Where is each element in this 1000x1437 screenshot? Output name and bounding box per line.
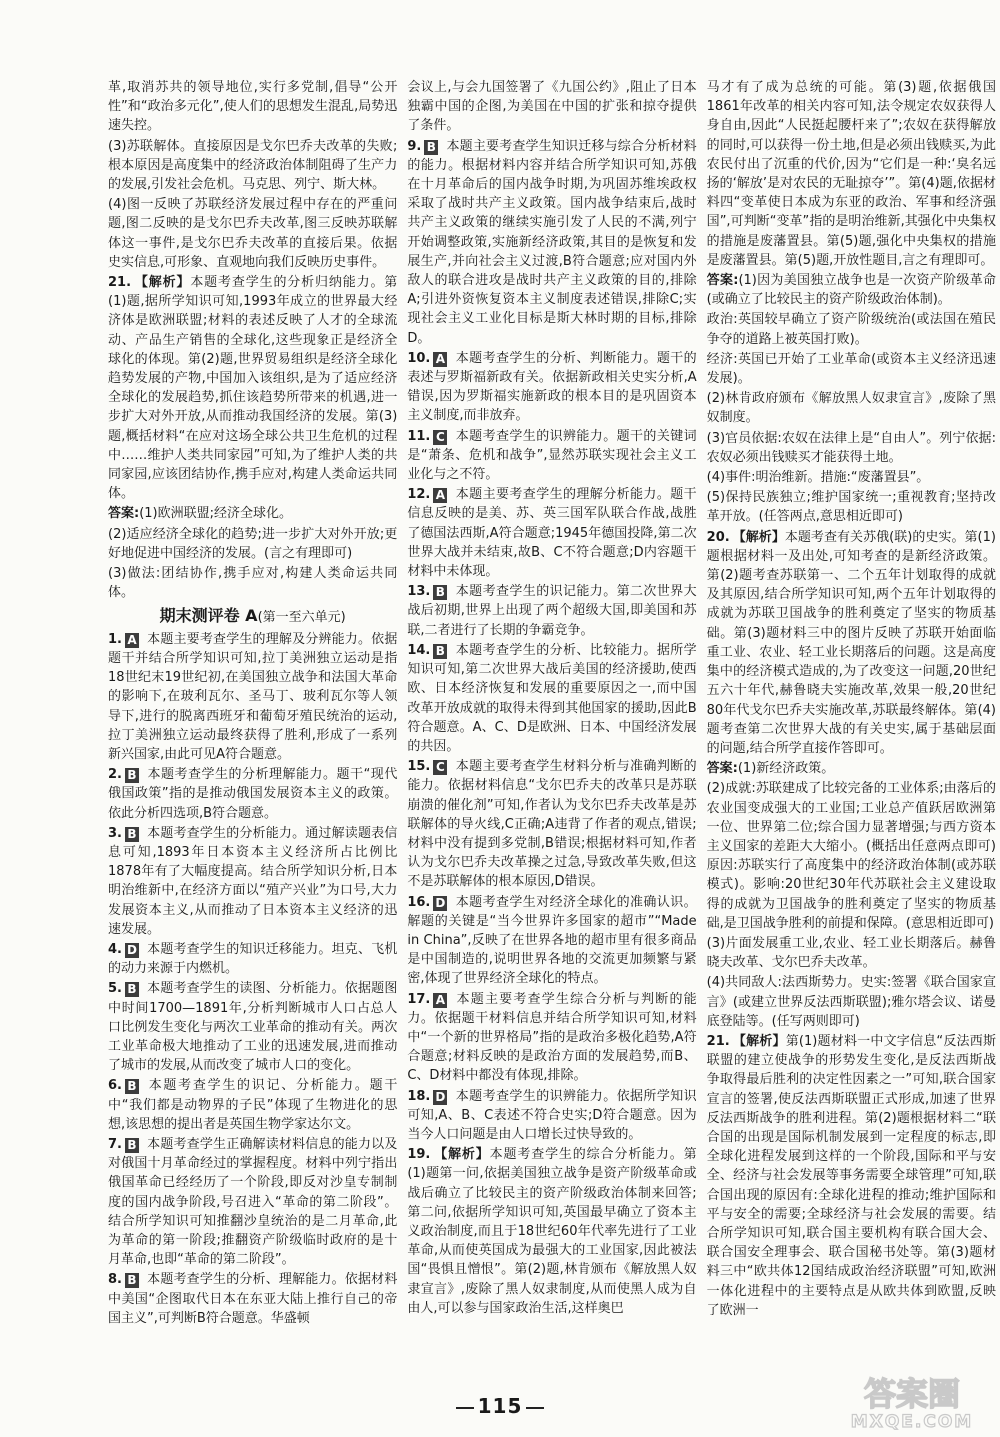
question-number: 14. (407, 642, 431, 658)
question-number: 16. (407, 894, 431, 910)
exam-scope: (第一至六单元) (257, 610, 346, 626)
question-19 (407, 1145, 696, 1318)
question-4 (108, 940, 397, 978)
exam-heading (108, 606, 397, 627)
analysis-text: 本题主要考查学生知识迁移与综合分析材料的能力。根据材料内容并结合所学知识可知,苏俄在十月革命后的国内战争时期,为巩固苏维埃政权采取了战时共产主义政策。国内战争结束后,战时共产主义政策的继续实施引发了人民的不满,列宁开始调整政策,实施新经济政策,其目的是恢复和发展生产,并向社会主义过渡,B符合题意;应对国内外敌人的联合进攻是战时共产主义政策的目的,排除A;引进外资恢复资本主义制度表述错误,排除C;实现社会主义工业化目标是斯大林时期的目标,排除D。 (407, 138, 697, 346)
answer-badge: A (433, 488, 447, 503)
question-12 (407, 485, 696, 581)
analysis-text: 本题考查学生对经济全球化的准确认识。解题的关键是“当今世界许多国家的超市”“Made in China”,反映了在世界各地的超市里有很多商品是中国制造的,说明世界各地的交流更加频繁与紧密,体现了世界经济全球化的特点。 (407, 894, 697, 987)
watermark-graphic (828, 1367, 996, 1433)
answer-badge: D (433, 1090, 447, 1105)
answer-badge: C (433, 430, 447, 445)
answer-line: (2)林肯政府颁布《解放黑人奴隶宣言》,废除了黑奴制度。 (706, 391, 996, 426)
answer-badge: B (125, 1273, 139, 1288)
answer-line: (3)做法:团结协作,携手应对,构建人类命运共同体。 (108, 566, 398, 601)
analysis-text: 本题考查学生的分析能力。通过解读题表信息可知,1893年日本资本主义经济所占比例比1878年有了大幅度提高。结合所学知识分析,日本明治维新中,在经济方面以“殖产兴业”为口号,大力发展资本主义,从而推动了日本资本主义经济的迅速发展。 (108, 825, 398, 937)
answer-tag: 答案: (706, 761, 738, 777)
question-number: 8. (108, 1272, 122, 1288)
answer-badge: C (433, 760, 447, 775)
question-number: 1. (108, 631, 122, 647)
analysis-text: 本题考查学生的读图、分析能力。依据题图中时间1700—1891年,分析判断城市人口占总人口比例发生变化与两次工业革命的推动有关。两次工业革命极大地推动了工业的迅速发展,进而推动了城市的发展,从而改变了城市人口的变化。 (108, 981, 398, 1074)
answer-page (108, 78, 996, 1378)
answer-badge: A (433, 352, 447, 367)
question-9 (407, 137, 696, 348)
answer-line (707, 271, 996, 309)
answer-line: (4)事件:明治维新。措施:“废藩置县”。 (706, 470, 930, 486)
answer-badge: A (125, 633, 139, 648)
analysis-text: 本题考查学生正确解读材料信息的能力以及对俄国十月革命经过的掌握程度。材料中列宁指出俄国革命已经经历了一个阶段,即反对沙皇专制制度的国内战争阶段,号召进入“革命的第二阶段”。结合所学知识可知推翻沙皇统治的是二月革命,此为革命的第一阶段;推翻资产阶级临时政府的是十月革命,也即“革命的第二阶段”。 (108, 1136, 398, 1268)
question-18 (407, 1087, 696, 1145)
watermark-logo (828, 1367, 996, 1433)
analysis-text: 本题主要考查学生的理解及分辨能力。依据题干并结合所学知识可知,拉丁美洲独立运动是指18世纪末19世纪初,在美国独立战争和法国大革命的影响下,在玻利瓦尔、圣马丁、玻利瓦尔等人领导下,进行的脱离西班牙和葡萄牙殖民统治的运动,拉丁美洲独立运动最终获得了胜利,形成了一系列新兴国家,由此可见A符合题意。 (108, 631, 398, 762)
analysis-tag: 【解析】 (732, 529, 785, 545)
question-number: 19. (407, 1147, 431, 1163)
column-right (707, 78, 996, 1378)
analysis-text: 本题考查学生的知识迁移能力。坦克、飞机的动力来源于内燃机。 (108, 941, 398, 977)
answer-badge: B (125, 827, 139, 842)
answer-badge: A (433, 993, 447, 1008)
analysis-text: 本题考查学生的分析理解能力。题干“现代俄国政策”指的是推动俄国发展资本主义的政策。依此分析四选项,B符合题意。 (108, 767, 398, 821)
column-middle (407, 78, 696, 1378)
question-20 (707, 528, 996, 758)
question-1 (108, 630, 397, 764)
answer-text: (1)因为美国独立战争也是一次资产阶级革命(或确立了比较民主的资产阶级政治体制)。 (706, 273, 996, 308)
question-10 (407, 349, 696, 426)
question-21 (707, 1032, 996, 1320)
question-3 (108, 824, 397, 939)
question-8 (108, 1270, 397, 1328)
question-number: 15. (407, 759, 431, 775)
analysis-text: 本题主要考查学生综合分析与判断的能力。依据题干材料信息并结合所学知识可知,材料中“一个新的世界格局”指的是政治多极化趋势,A符合题意;材料反映的是政治方面的发展趋势,而B、C、D材料中都没有体现,排除。 (407, 991, 697, 1084)
answer-badge: D (433, 896, 447, 911)
answer-line: (2)成就:苏联建成了比较完备的工业体系;由落后的农业国变成强大的工业国;工业总产值跃居欧洲第一位、世界第二位;综合国力显著增强;与西方资本主义国家的差距大大缩小。(概括出任意两点即可)原因:苏联实行了高度集中的经济政治体制(或苏联模式)。影响:20世纪30年代苏联社会主义建设取得的成就为卫国战争的胜利奠定了坚实的物质基础,是卫国战争胜利的前提和保障。(意思相近即可) (706, 781, 996, 931)
question-number: 12. (407, 487, 431, 503)
analysis-text: 本题主要考查学生材料分析与准确判断的能力。依据材料信息“戈尔巴乔夫的改革只是苏联崩溃的催化剂”可知,作者认为戈尔巴乔夫改革是苏联解体的导火线,C正确;A违背了作者的观点,错误;材料中没有提到多党制,B错误;根据材料可知,作者认为戈尔巴乔夫改革操之过急,导致改革失败,但这不是苏联解体的根本原因,D错误。 (407, 759, 697, 890)
analysis-text: 本题考查学生的分析、理解能力。依据材料中美国“企图取代日本在东亚大陆上推行自己的帝国主义”,可判断B符合题意。华盛顿 (108, 1272, 398, 1326)
analysis-text: 本题主要考查学生的理解分析能力。题干信息反映的是美、苏、英三国军队联合作战,战胜了德国法西斯,A符合题意;1945年德国投降,第二次世界大战并未结束,故B、C不符合题意;D内容题干材料中未体现。 (407, 487, 697, 580)
answer-line: 政治:英国较早确立了资产阶级统治(或法国在殖民争夺的道路上被英国打败)。 (706, 312, 996, 347)
question-15 (407, 757, 696, 891)
question-21 (108, 273, 397, 503)
answer-badge: B (125, 768, 139, 783)
column-left (108, 78, 397, 1378)
question-16 (407, 893, 696, 989)
analysis-text: 本题考查学生的分析、比较能力。据所学知识可知,第二次世界大战后美国的经济援助,使西欧、日本经济恢复和发展的重要原因之一,而中国改革开放成就的取得未得到其他国家的援助,因此B符合题意。A、C、D是欧洲、日本、中国经济发展的共因。 (407, 642, 697, 754)
exam-title: 期末测评卷 A (159, 606, 258, 626)
question-11 (407, 427, 696, 485)
analysis-tag: 【解析】 (134, 275, 191, 291)
analysis-text: 第(1)题材料一中文字信息“反法西斯联盟的建立使战争的形势发生变化,是反法西斯战争取得最后胜利的决定性因素之一”可知,联合国家宣言的签署,使反法西斯联盟正式形成,加速了世界反法西斯战争的胜利进程。第(2)题根据材料二“联合国的出现是国际机制发展到一定程度的标志,即全球化进程发展到这样的一个阶段,国际和平与安全、经济与社会发展等事务需要全球管理”可知,联合国出现的原因有:全球化进程的推动;维护国际和平与安全的需要;全球经济与社会发展的需要。结合所学知识可知,联合国主要机构有联合国大会、联合国安全理事会、联合国秘书处等。第(3)题材料三中“欧共体12国结成政治经济联盟”可知,欧洲一体化进程中的主要特点是从欧共体到欧盟,反映了欧洲一 (706, 1033, 996, 1318)
question-number: 21. (706, 1033, 730, 1049)
answer-line: (3)片面发展重工业,农业、轻工业长期落后。赫鲁晓夫改革、戈尔巴乔夫改革。 (706, 935, 996, 971)
analysis-text: 本题考查学生的识记、分析能力。题干中“我们都是动物界的子民”体现了生物进化的思想,该思想的提出者是英国生物学家达尔文。 (108, 1078, 398, 1132)
answer-badge: B (125, 1079, 139, 1094)
question-14 (407, 641, 696, 756)
question-13 (407, 582, 696, 640)
analysis-text: 本题考查学生的识辨能力。依据所学知识可知,A、B、C表述不符合史实;D符合题意。因为当今人口问题是由人口增长过快导致的。 (407, 1088, 697, 1142)
answer-badge: B (125, 1138, 139, 1153)
question-number: 6. (108, 1078, 122, 1094)
answer-badge: B (433, 585, 447, 600)
question-number: 2. (108, 767, 122, 783)
question-2 (108, 765, 397, 823)
question-number: 13. (407, 584, 431, 600)
page-number: 115 (0, 1394, 1000, 1418)
paragraph: 会议上,与会九国签署了《九国公约》,阻止了日本独霸中国的企图,为美国在中国的扩张和掠夺提供了条件。 (407, 80, 697, 134)
answer-line (707, 759, 996, 778)
question-number: 3. (108, 825, 122, 841)
answer-badge: B (433, 644, 447, 659)
answer-tag: 答案: (706, 273, 739, 289)
analysis-text: 本题考查学生的识记能力。第二次世界大战后初期,世界上出现了两个超级大国,即美国和苏联,二者进行了长期的争霸竞争。 (407, 584, 697, 638)
analysis-text: 本题考查学生的分析归纳能力。第(1)题,据所学知识可知,1993年成立的世界最大经济体是欧洲联盟;材料的表述反映了人才的全球流动、产品生产销售的全球化,这些现象正是经济全球化的体现。第(2)题,世界贸易组织是经济全球化趋势发展的产物,中国加入该组织,是为了适应经济全球化的发展趋势,抓住该趋势所带来的机遇,进一步扩大对外开放,从而推动我国经济的发展。第(3)题,概括材料“在应对这场全球公共卫生危机的过程中……维护人类共同家园”可知,为了维护人类的共同家园,应该团结协作,携手应对,构建人类命运共同体。 (108, 275, 398, 502)
question-number: 9. (407, 138, 422, 154)
answer-badge: B (125, 982, 139, 997)
answer-badge: D (125, 943, 139, 958)
question-7 (108, 1135, 397, 1269)
question-number: 17. (407, 991, 431, 1007)
paragraph: (3)苏联解体。直接原因是戈尔巴乔夫改革的失败;根本原因是高度集中的经济政治体制阻碍了生产力的发展,引发社会危机。马克思、列宁、斯大林。 (108, 138, 398, 193)
analysis-text: 本题考查有关苏俄(联)的史实。第(1)题根据材料一及出处,可知考查的是新经济政策。第(2)题考查苏联第一、二个五年计划取得的成就及其原因,结合所学知识可知,两个五年计划取得的成就为苏联卫国战争的胜利奠定了坚实的物质基础。第(3)题材料三中的图片反映了苏联开始面临重工业、农业、轻工业长期落后的问题。这是高度集中的经济模式造成的,为了改变这一问题,20世纪五六十年代,赫鲁晓夫实施改革,效果一般,20世纪80年代戈尔巴乔夫实施改革,苏联最终解体。第(4)题考查第二次世界大战的有关史实,属于基础层面的问题,结合所学直接作答即可。 (706, 529, 996, 756)
answer-line: (5)保持民族独立;维护国家统一;重视教育;坚持改革开放。(任答两点,意思相近即可) (706, 490, 996, 525)
paragraph: 马才有了成为总统的可能。第(3)题,依据俄国1861年改革的相关内容可知,法令规定农奴获得人身自由,因此“人民挺起腰杆来了”;农奴在获得解放的同时,可以获得一份土地,但是必须出钱赎买,为此农民付出了沉重的代价,因为“它们是一种:‘臭名远扬的‘解放’是对农民的无耻掠夺’”。第(4)题,依据材料四“变革使日本成为东亚的政治、军事和经济强国”,可判断“变革”指的是明治维新,其强化中央集权的措施是废藩置县。第(5)题,强化中央集权的措施是废藩置县。第(5)题,开放性题目,言之有理即可。 (706, 80, 996, 268)
question-number: 20. (706, 529, 730, 545)
analysis-text: 本题考查学生的综合分析能力。第(1)题第一问,依据美国独立战争是资产阶级革命或战后确立了比较民主的资产阶级政治体制来回答;第二问,依据所学知识可知,英国最早确立了资本主义政治制度,而且于18世纪60年代率先进行了工业革命,从而使英国成为最强大的工业国家,因此被法国“畏惧且憎恨”。第(2)题,林肯颁布《解放黑人奴隶宣言》,废除了黑人奴隶制度,从而使黑人成为自由人,可以参与国家政治生活,这样奥巴 (407, 1147, 697, 1316)
analysis-text: 本题考查学生的分析、判断能力。题干的表述与罗斯福新政有关。依据新政相关史实分析,A错误,因为罗斯福实施新政的根本目的是巩固资本主义制度,而非放弃。 (407, 350, 697, 424)
answer-line: (4)共同敌人:法西斯势力。史实:签署《联合国家宣言》(或建立世界反法西斯联盟);雅尔塔会议、诺曼底登陆等。(任写两则即可) (706, 975, 996, 1029)
question-6 (108, 1076, 397, 1134)
question-17 (407, 990, 696, 1086)
analysis-tag: 【解析】 (732, 1033, 786, 1049)
analysis-text: 本题考查学生的识辨能力。题干的关键词是“萧条、危机和战争”,显然苏联实现社会主义工业化与之不符。 (407, 428, 697, 483)
answer-line: (3)官员依据:农奴在法律上是“自由人”。列宁依据:农奴必须出钱赎买才能获得土地。 (706, 430, 996, 465)
answer-badge: B (424, 140, 438, 155)
watermark-top: 答案圈 (863, 1375, 961, 1413)
question-number: 18. (407, 1088, 431, 1104)
answer-line: 经济:英国已开始了工业革命(或资本主义经济迅速发展)。 (706, 351, 996, 387)
answer-text: (1)欧洲联盟;经济全球化。 (139, 506, 292, 522)
answer-line: (2)适应经济全球化的趋势;进一步扩大对外开放;更好地促进中国经济的发展。(言之有理即可) (108, 526, 398, 561)
watermark-bottom: MXQE.COM (850, 1412, 974, 1432)
question-number: 11. (407, 428, 431, 444)
paragraph: 革,取消苏共的领导地位,实行多党制,倡导“公开性”和“政治多元化”,使人们的思想发生混乱,局势迅速失控。 (108, 80, 398, 134)
question-number: 7. (108, 1136, 122, 1152)
question-number: 10. (407, 350, 431, 366)
question-5 (108, 979, 397, 1075)
paragraph: (4)图一反映了苏联经济发展过程中存在的严重问题,图二反映的是戈尔巴乔夫改革,图三反映苏联解体这一事件,是戈尔巴乔夫改革的直接后果。依据史实信息,可形象、直观地向我们反映历史事件。 (108, 197, 398, 270)
answer-line (108, 504, 397, 523)
analysis-tag: 【解析】 (433, 1147, 490, 1163)
question-number: 5. (108, 981, 122, 997)
question-number: 4. (108, 941, 122, 957)
question-number: 21. (108, 275, 132, 291)
answer-tag: 答案: (108, 506, 140, 522)
answer-text: (1)新经济政策。 (737, 761, 835, 777)
